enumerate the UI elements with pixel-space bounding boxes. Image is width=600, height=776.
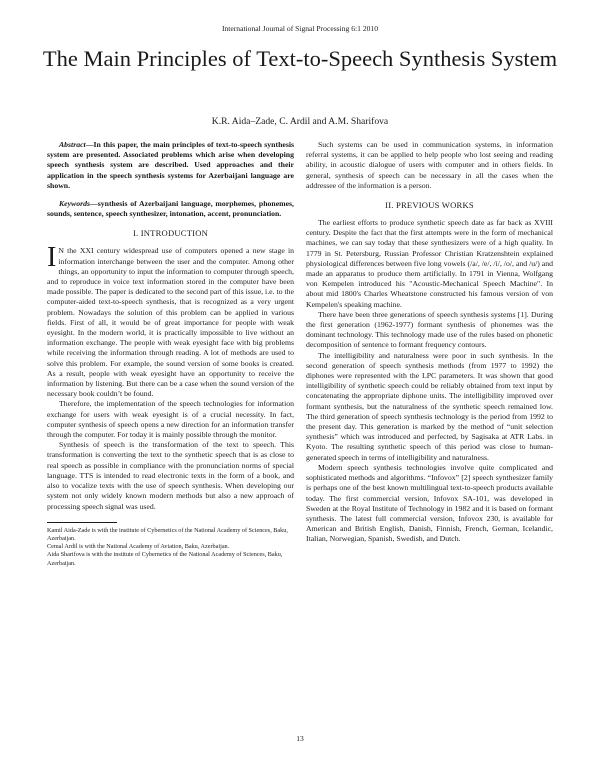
intro-continuation-paragraph: Such systems can be used in communication systems, in information referral systems, it can be applied to help people who lost seeing and reading ability, in acoustic dialogue of users with computer and in others fields. In general, synthesis of speech can be necessary in all the cases when the addressee of the information is a person. [306,140,553,190]
right-column [306,140,553,545]
journal-header: International Journal of Signal Processing 6:1 2010 [221,24,379,33]
left-column [47,140,294,568]
page-number: 13 [296,734,304,743]
author-line: K.R. Aida–Zade, C. Ardil and A.M. Sharifova [211,116,389,127]
keywords-paragraph [47,199,294,219]
keywords-text: —synthesis of Azerbaijani language, morphemes, phonemes, sounds, sentence, speech synthesizer, intonation, accent, pronunciation. [47,199,294,219]
intro-paragraph-1-text: N the XXI century widespread use of computers opened a new stage in information interchange between the user and the computer. Among other things, an opportunity to input the information to computer through speech, and to reproduce in voice text information stored in the computer have been made possible. The paper is dedicated to the second part of this issue, i.e. to the computer-aided text-to-speech synthesis, that is recognized as a very urgent problem. Nowadays the solution of this problem can be applied in various fields. First of all, it would be of great importance for people with weak eyesight. In the modern world, it is practically impossible to live without an information exchange. The people with weak eyesight face with big problems while receiving the information through reading. A lot of methods are used to solve this problem. For example, the sound version of some books is created. As a result, people with weak eyesight have an opportunity to receive the information by listening. But there can be a case when the sound version of the necessary book couldn’t be found. [47,246,294,399]
previous-works-paragraph-1: The earliest efforts to produce synthetic speech date as far back as XVIII century. Despite the fact that the first attempts were in the form of mechanical machines, we can say today that these synthesizers were of a high quality. In 1779 in St. Petersburg, Russian Professor Christian Kratzenshtein explained physiological differences between five long vowels (/a/, /e/, /i/, /o/, and /u/) and made an apparatus to produce them artificially. In 1791 in Vienna, Wolfgang von Kempelen introduced his "Acoustic-Mechanical Speech Machine". In about mid 1800's Charles Wheatstone constructed his famous version of von Kempelen's speaking machine. [306,218,553,309]
section-heading-previous-works: II. PREVIOUS WORKS [385,200,474,211]
previous-works-paragraph-4: Modern speech synthesis technologies involve quite complicated and sophisticated methods and algorithms. “Infovox” [2] speech synthesizer family is perhaps one of the best known multilingual text-to-speech products available today. The first commercial version, Infovox SA-101, was developed in Sweden at the Royal Institute of Technology in 1982 and it is based on formant synthesis. The latest full commercial version, Infovox 230, is available for American and British English, Danish, Finnish, French, German, Icelandic, Italian, Norwegian, Spanish, Swedish, and Dutch. [306,462,553,544]
abstract-label: Abstract [59,140,86,149]
paper-title: The Main Principles of Text-to-Speech Synthesis System [42,46,558,71]
footnote: Cemal Ardil is with the National Academy of Aviation, Baku, Azerbaijan. [47,543,230,551]
keywords-label: Keywords [59,199,90,209]
previous-works-paragraph-2: There have been three generations of speech synthesis systems [1]. During the first generation (1962-1977) formant synthesis of phonemes was the dominant technology. This technology made use of the rules based on phonetic decomposition of sentence to formant frequency contours. [306,309,553,350]
footnote-divider [47,522,117,523]
intro-paragraph-2: Therefore, the implementation of the speech technologies for information exchange for users with weak eyesight is of a crucial necessity. In fact, computer synthesis of speech opens a new direction for an information transfer through the computer. For today it is mainly possible through the monitor. [47,399,294,440]
footnote: Aida Sharifova is with the institute of Cybernetics of the National Academy of Sciences, Baku, Azerbaijan. [47,551,283,567]
abstract-paragraph [47,140,294,191]
footnote: Kamil Aida-Zade is with the institute of Cybernetics of the National Academy of Sciences, Baku, Azerbaijan. [47,526,288,542]
abstract-text: —In this paper, the main principles of text-to-speech synthesis system are presented. Associated problems which arise when developing speech synthesis system are described. Used approaches and their application in the speech synthesis systems for Azerbaijani language are shown. [47,140,294,190]
intro-paragraph-3: Synthesis of speech is the transformation of the text to speech. This transformation is converting the text to the synthetic speech that is as close to real speech as possible in compliance with the pronunciation norms of special language. TTS is intended to read electronic texts in the form of a book, and also to vocalize texts with the use of speech synthesis. When developing our system not only widely known modern methods but also a new approach of processing speech signal was used. [47,440,294,511]
intro-paragraph-1 [47,242,294,399]
previous-works-paragraph-3: The intelligibility and naturalness were poor in such synthesis. In the second generation of speech synthesis methods (from 1977 to 1992) the diphones were represented with the LPC parameters. It was shown that good intelligibility of synthetic speech could be reliably obtained from text input by concatenating the appropriate diphone units. The intelligibility improved over formant synthesis, but the naturalness of the synthetic speech remained low. The third generation of speech synthesis technology is the period from 1992 to the present day. This generation is marked by the method of “unit selection synthesis” which was introduced and perfected, by Sagisaka at ATR Labs. in Kyoto. The resulting synthetic speech of this period was close to human-generated speech in terms of intelligibility and naturalness. [306,350,553,462]
drop-cap: I [47,242,57,274]
section-heading-introduction: I. INTRODUCTION [132,228,209,239]
